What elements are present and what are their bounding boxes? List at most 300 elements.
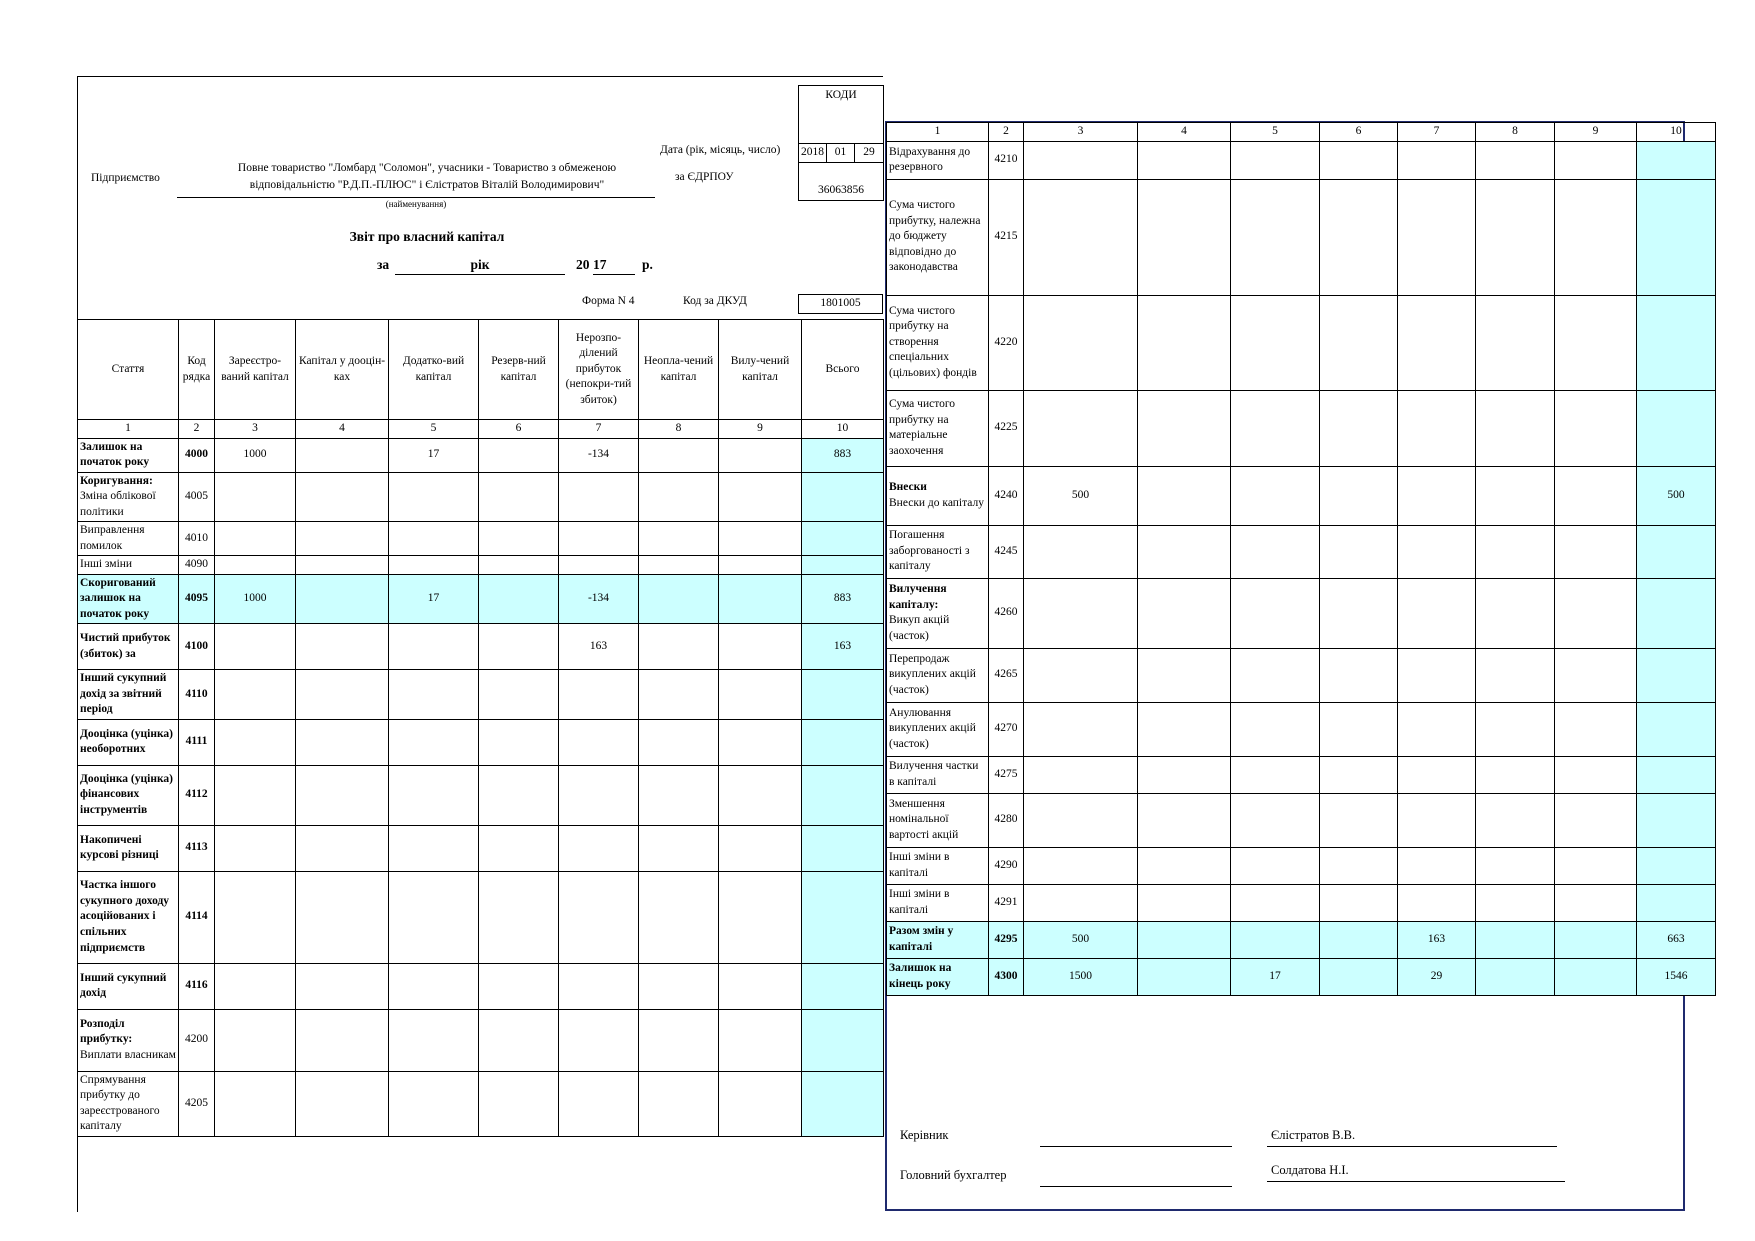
row-value — [639, 825, 719, 871]
row-value — [1231, 756, 1320, 793]
row-value: 663 — [1637, 921, 1716, 958]
row-value — [389, 472, 479, 522]
row-value — [559, 556, 639, 575]
row-label-bold: Накопичені курсові різниці — [80, 833, 159, 862]
row-code: 4270 — [989, 702, 1024, 756]
row-value — [1637, 141, 1716, 179]
row-label-bold: Дооцінка (уцінка) фінансових інструментів — [80, 772, 173, 816]
table-row — [78, 871, 884, 963]
row-value — [1024, 648, 1138, 702]
row-code: 4200 — [179, 1009, 215, 1071]
row-value — [215, 719, 296, 765]
row-value — [215, 765, 296, 825]
table-row — [78, 670, 884, 720]
row-value — [1555, 390, 1637, 466]
period-text: рік — [470, 257, 490, 272]
row-label-bold: Інший сукупний дохід — [80, 971, 167, 1000]
left-page-top-border — [77, 76, 883, 77]
row-value: 1546 — [1637, 958, 1716, 995]
codes-title: КОДИ — [799, 86, 884, 144]
column-number: 6 — [479, 420, 559, 439]
row-value — [802, 963, 884, 1009]
table-row — [887, 141, 1716, 179]
row-value — [1476, 578, 1555, 648]
left-page — [77, 76, 883, 1212]
row-value — [719, 1009, 802, 1071]
row-value — [1637, 756, 1716, 793]
row-value — [1320, 921, 1398, 958]
row-value: 500 — [1024, 921, 1138, 958]
date-month: 01 — [827, 144, 855, 163]
row-value — [479, 556, 559, 575]
row-value — [559, 765, 639, 825]
row-value — [296, 765, 389, 825]
row-value — [1231, 295, 1320, 390]
period-prefix: за — [377, 257, 390, 272]
row-value — [639, 624, 719, 670]
row-value — [1476, 390, 1555, 466]
table-row — [887, 958, 1716, 995]
col-header-reserve: Резерв-ний капітал — [479, 320, 559, 420]
row-label-text: Виправлення помилок — [80, 524, 145, 552]
row-value — [1231, 390, 1320, 466]
row-value — [719, 963, 802, 1009]
row-value — [1476, 884, 1555, 921]
row-value — [639, 1071, 719, 1136]
row-label-bold: Дооцінка (уцінка) необоротних — [80, 727, 173, 756]
col-header-registered: Зареєстро-ваний капітал — [215, 320, 296, 420]
year-prefix: 20 — [576, 257, 590, 272]
row-label — [887, 141, 989, 179]
row-value — [639, 670, 719, 720]
row-value — [719, 438, 802, 472]
row-value — [389, 1009, 479, 1071]
row-value — [1320, 793, 1398, 847]
enterprise-name-line1: Повне товариство "Ломбард "Соломон", учасники - Товариство з обмеженою — [237, 162, 617, 174]
table-row — [887, 179, 1716, 295]
row-value — [802, 670, 884, 720]
row-value — [1231, 141, 1320, 179]
row-value — [1138, 847, 1231, 884]
row-value — [389, 871, 479, 963]
row-label-bold: Чистий прибуток (збиток) за — [80, 632, 171, 660]
row-value: 883 — [802, 574, 884, 624]
row-value: 163 — [1398, 921, 1476, 958]
row-value — [1555, 141, 1637, 179]
accountant-name-line — [1267, 1181, 1565, 1182]
row-value — [1476, 525, 1555, 578]
col-header-code: Код рядка — [179, 320, 215, 420]
row-value — [1398, 884, 1476, 921]
row-value — [1231, 466, 1320, 525]
row-value — [1320, 390, 1398, 466]
row-value — [479, 1071, 559, 1136]
row-value — [1138, 179, 1231, 295]
column-number: 7 — [559, 420, 639, 439]
row-value — [1476, 466, 1555, 525]
row-value — [1637, 793, 1716, 847]
row-value — [1637, 702, 1716, 756]
col-header-revaluation: Капітал у дооцін-ках — [296, 320, 389, 420]
row-value — [296, 1009, 389, 1071]
row-value — [1231, 179, 1320, 295]
row-label-text: Сума чистого прибутку, належна до бюджету відповідно до законодавства — [889, 199, 981, 274]
row-value — [559, 825, 639, 871]
row-label — [78, 1009, 179, 1071]
row-value — [215, 522, 296, 556]
row-value — [479, 522, 559, 556]
row-label-text: Зменшення номінальної вартості акцій — [889, 797, 959, 841]
row-label — [78, 765, 179, 825]
capital-table-left — [77, 319, 884, 1137]
row-value — [719, 871, 802, 963]
head-name-line — [1267, 1146, 1557, 1147]
row-value — [1476, 756, 1555, 793]
row-code: 4100 — [179, 624, 215, 670]
row-value — [479, 624, 559, 670]
row-value — [1637, 847, 1716, 884]
row-value — [215, 825, 296, 871]
row-value — [1231, 702, 1320, 756]
row-value — [639, 472, 719, 522]
table-row — [78, 624, 884, 670]
row-value — [1555, 958, 1637, 995]
accountant-name: Солдатова Н.І. — [1271, 1163, 1349, 1177]
head-name: Єлістратов В.В. — [1271, 1128, 1356, 1142]
row-value — [719, 765, 802, 825]
row-value — [1476, 295, 1555, 390]
row-label-text: Перепродаж викуплених акцій (часток) — [889, 652, 976, 696]
row-code: 4114 — [179, 871, 215, 963]
row-value — [639, 522, 719, 556]
row-label-bold: Частка іншого сукупного доходу асоційованих і спільних підприємств — [80, 879, 170, 954]
row-value: 1000 — [215, 574, 296, 624]
row-value — [1138, 390, 1231, 466]
row-code: 4245 — [989, 525, 1024, 578]
row-value — [1320, 578, 1398, 648]
table-row — [78, 574, 884, 624]
row-value — [802, 719, 884, 765]
row-value — [802, 871, 884, 963]
row-code: 4260 — [989, 578, 1024, 648]
row-value — [1398, 295, 1476, 390]
row-value — [1138, 141, 1231, 179]
row-value — [1231, 525, 1320, 578]
column-number: 1 — [887, 123, 989, 142]
row-label — [887, 702, 989, 756]
row-value — [479, 574, 559, 624]
table-row — [887, 702, 1716, 756]
row-value — [1637, 295, 1716, 390]
row-value — [1398, 702, 1476, 756]
table-row — [887, 295, 1716, 390]
row-value — [1555, 921, 1637, 958]
row-value — [296, 963, 389, 1009]
row-label — [887, 466, 989, 525]
row-label — [78, 438, 179, 472]
row-value — [1320, 702, 1398, 756]
row-value — [1476, 648, 1555, 702]
table-row — [887, 390, 1716, 466]
row-value — [1231, 847, 1320, 884]
row-value — [1398, 578, 1476, 648]
row-value — [1138, 525, 1231, 578]
row-label-text: Зміна облікової політики — [80, 490, 156, 518]
col-header-additional: Додатко-вий капітал — [389, 320, 479, 420]
row-code: 4240 — [989, 466, 1024, 525]
row-value — [1138, 578, 1231, 648]
col-header-total: Всього — [802, 320, 884, 420]
row-value — [719, 574, 802, 624]
row-value — [296, 871, 389, 963]
row-value — [559, 963, 639, 1009]
table-row — [887, 756, 1716, 793]
row-value — [1398, 847, 1476, 884]
table-row — [78, 1009, 884, 1071]
row-value — [1024, 884, 1138, 921]
row-value — [215, 556, 296, 575]
row-value — [559, 472, 639, 522]
column-number: 6 — [1320, 123, 1398, 142]
row-label-bold: Залишок на початок року — [80, 440, 150, 469]
row-value — [1476, 141, 1555, 179]
table-row — [887, 466, 1716, 525]
column-number: 10 — [1637, 123, 1716, 142]
row-value — [215, 1009, 296, 1071]
row-label-bold: Коригування: — [80, 474, 153, 487]
row-value: 1000 — [215, 438, 296, 472]
row-value — [1555, 466, 1637, 525]
date-year: 2018 — [799, 144, 827, 163]
row-label-bold: Внески — [889, 481, 927, 493]
row-label-bold: Разом змін у капіталі — [889, 925, 954, 953]
row-value — [1138, 884, 1231, 921]
row-value — [639, 871, 719, 963]
dkud-label: Код за ДКУД — [683, 295, 747, 307]
row-value — [1637, 390, 1716, 466]
column-number: 5 — [389, 420, 479, 439]
row-value — [719, 1071, 802, 1136]
row-value — [719, 719, 802, 765]
row-value — [479, 871, 559, 963]
row-label-text: Викуп акцій (часток) — [889, 614, 950, 642]
row-value — [215, 670, 296, 720]
enterprise-underline — [177, 197, 655, 198]
row-value — [1555, 756, 1637, 793]
col-header-retained: Нерозпо-ділений прибуток (непокри-тий збиток) — [559, 320, 639, 420]
row-label-bold: Розподіл прибутку: — [80, 1017, 133, 1046]
edrpou-code: 36063856 — [799, 162, 884, 200]
row-value — [1138, 958, 1231, 995]
form-label: Форма N 4 — [582, 295, 635, 307]
row-value — [389, 825, 479, 871]
row-value — [389, 556, 479, 575]
row-code: 4005 — [179, 472, 215, 522]
row-value — [479, 719, 559, 765]
dkud-code: 1801005 — [799, 295, 883, 314]
row-label — [887, 756, 989, 793]
row-value — [1476, 793, 1555, 847]
row-value — [802, 522, 884, 556]
row-value — [1138, 793, 1231, 847]
dkud-box — [798, 294, 883, 314]
row-value — [1398, 179, 1476, 295]
accountant-label: Головний бухгалтер — [900, 1168, 1007, 1182]
table-row — [78, 438, 884, 472]
row-value: 500 — [1024, 466, 1138, 525]
row-value — [1024, 525, 1138, 578]
table-row — [78, 1071, 884, 1136]
row-value: 500 — [1637, 466, 1716, 525]
table-row — [887, 648, 1716, 702]
row-value — [802, 825, 884, 871]
row-value — [1555, 648, 1637, 702]
row-label — [78, 670, 179, 720]
row-label — [78, 624, 179, 670]
row-value — [1320, 141, 1398, 179]
row-value — [1138, 648, 1231, 702]
row-value — [1320, 648, 1398, 702]
row-value — [1398, 793, 1476, 847]
row-value — [559, 522, 639, 556]
column-number: 7 — [1398, 123, 1476, 142]
row-value — [1476, 702, 1555, 756]
row-value — [1637, 648, 1716, 702]
row-value — [1555, 702, 1637, 756]
table-row — [887, 847, 1716, 884]
table-row — [78, 472, 884, 522]
column-number: 5 — [1231, 123, 1320, 142]
row-value — [1320, 525, 1398, 578]
row-label-text: Сума чистого прибутку на створення спеціальних (цільових) фондів — [889, 304, 977, 379]
row-label — [78, 556, 179, 575]
row-value — [639, 1009, 719, 1071]
table-row — [78, 765, 884, 825]
column-number-row — [78, 420, 884, 439]
row-value — [1555, 295, 1637, 390]
row-value — [1476, 179, 1555, 295]
row-value — [719, 522, 802, 556]
row-label — [78, 963, 179, 1009]
row-value — [639, 556, 719, 575]
row-label — [887, 884, 989, 921]
row-value — [479, 670, 559, 720]
head-label: Керівник — [900, 1128, 949, 1142]
column-number: 8 — [1476, 123, 1555, 142]
row-value — [1138, 756, 1231, 793]
table-row — [78, 719, 884, 765]
row-code: 4265 — [989, 648, 1024, 702]
row-label — [887, 179, 989, 295]
row-value — [1555, 525, 1637, 578]
row-value — [639, 574, 719, 624]
row-code: 4220 — [989, 295, 1024, 390]
row-value — [1555, 884, 1637, 921]
name-caption: (найменування) — [385, 199, 447, 209]
row-code: 4275 — [989, 756, 1024, 793]
row-value — [215, 624, 296, 670]
row-value — [215, 1071, 296, 1136]
row-value: 17 — [389, 438, 479, 472]
row-value — [639, 963, 719, 1009]
row-code: 4000 — [179, 438, 215, 472]
row-value — [479, 765, 559, 825]
row-value — [719, 624, 802, 670]
table-row — [78, 522, 884, 556]
row-value — [479, 825, 559, 871]
row-label — [78, 522, 179, 556]
accountant-signature-line — [1040, 1186, 1232, 1187]
row-label — [887, 648, 989, 702]
row-label — [887, 793, 989, 847]
row-value — [559, 670, 639, 720]
row-value — [1398, 648, 1476, 702]
row-code: 4111 — [179, 719, 215, 765]
row-label-text: Відрахування до резервного — [889, 145, 971, 174]
row-value: 29 — [1398, 958, 1476, 995]
row-value — [1231, 921, 1320, 958]
enterprise-label: Підприємство — [91, 172, 160, 184]
row-label — [78, 871, 179, 963]
row-label — [78, 472, 179, 522]
row-value — [1398, 390, 1476, 466]
column-number: 4 — [296, 420, 389, 439]
row-value — [802, 1071, 884, 1136]
row-value — [639, 438, 719, 472]
row-value — [802, 765, 884, 825]
column-number: 9 — [719, 420, 802, 439]
row-label-text: Вилучення частки в капіталі — [889, 760, 979, 788]
row-value — [1555, 179, 1637, 295]
row-value — [1138, 921, 1231, 958]
right-page — [885, 121, 1688, 1211]
row-code: 4010 — [179, 522, 215, 556]
row-label-text: Виплати власникам — [80, 1048, 176, 1061]
row-value — [215, 871, 296, 963]
col-header-article: Стаття — [78, 320, 179, 420]
row-value — [479, 472, 559, 522]
row-value — [1138, 702, 1231, 756]
column-number-row — [887, 123, 1716, 142]
row-code: 4210 — [989, 141, 1024, 179]
row-code: 4300 — [989, 958, 1024, 995]
row-value — [1320, 179, 1398, 295]
row-label — [887, 847, 989, 884]
row-code: 4095 — [179, 574, 215, 624]
row-value — [389, 765, 479, 825]
row-value — [479, 1009, 559, 1071]
row-value — [802, 1009, 884, 1071]
row-value — [719, 825, 802, 871]
table-row — [78, 556, 884, 575]
row-value — [1398, 466, 1476, 525]
row-value — [1320, 884, 1398, 921]
row-value — [296, 556, 389, 575]
row-value: 1500 — [1024, 958, 1138, 995]
row-label — [78, 1071, 179, 1136]
row-value — [802, 556, 884, 575]
row-value — [1024, 578, 1138, 648]
row-value — [389, 624, 479, 670]
row-value — [1231, 884, 1320, 921]
row-value: 17 — [1231, 958, 1320, 995]
row-value — [1231, 793, 1320, 847]
row-code: 4280 — [989, 793, 1024, 847]
row-value — [1476, 921, 1555, 958]
row-value — [1637, 578, 1716, 648]
table-row — [887, 884, 1716, 921]
row-label-bold: Залишок на кінець року — [889, 962, 952, 990]
